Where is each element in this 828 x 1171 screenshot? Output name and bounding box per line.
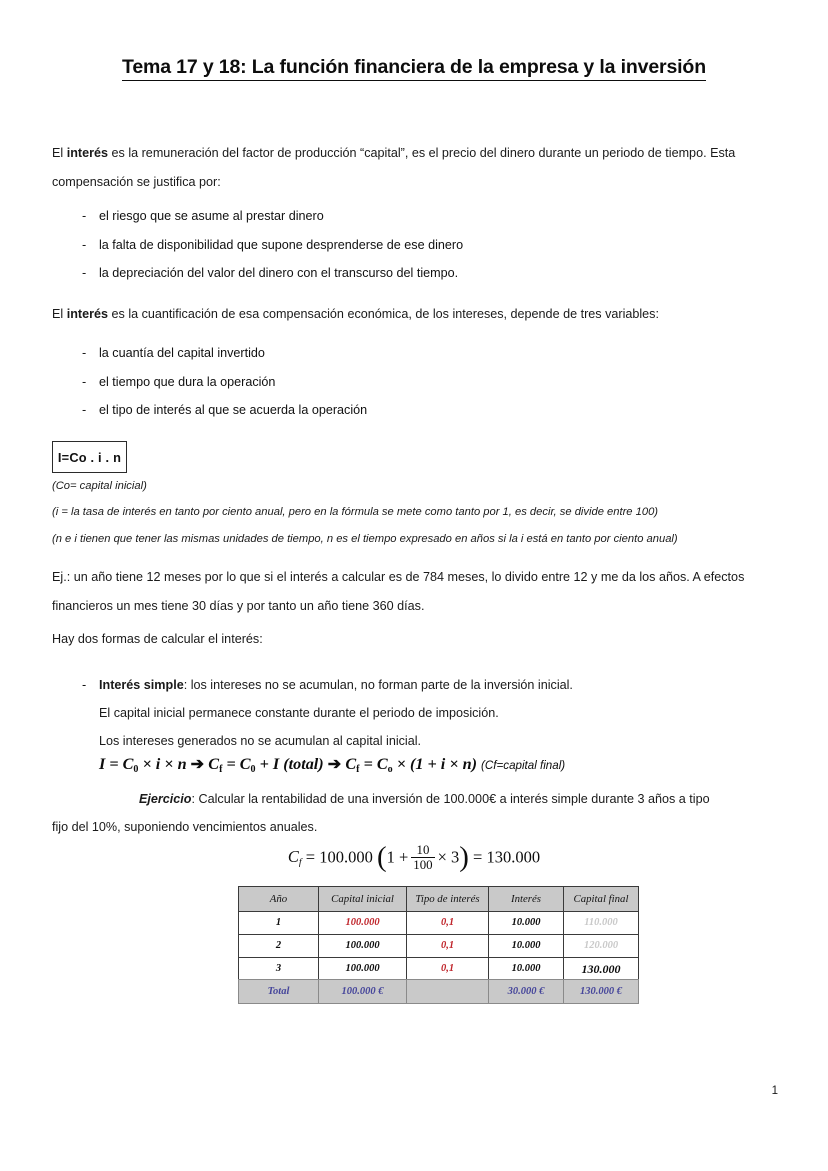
interest-table	[238, 886, 639, 981]
list-item	[52, 259, 764, 288]
column-header-tipo-interes: Tipo de interés	[407, 887, 489, 912]
formula-expression: $I = C_0 \times i \times n$	[99, 755, 187, 775]
intro-bullet-list	[52, 202, 764, 288]
column-header-interes: Interés	[489, 887, 564, 912]
cell-total-capital-final: 130.000 €	[564, 980, 639, 1004]
simple-interest-line2: El capital inicial permanece constante durante el periodo de imposición.	[99, 706, 499, 720]
formula-expression-2: $C_f = C_0 + I$ (total)	[208, 755, 324, 775]
list-item-label: la depreciación del valor del dinero con el transcurso del tiempo.	[99, 266, 459, 280]
arrow-right-icon: ➔	[327, 755, 342, 773]
cell-tipo-interes: 0,1	[407, 958, 489, 981]
intro-paragraph	[52, 139, 764, 196]
simple-interest-heading-rest: : los intereses no se acumulan, no forman parte de la inversión inicial.	[183, 678, 573, 692]
table-row	[239, 935, 639, 958]
list-item	[52, 368, 764, 397]
page-title-text: Tema 17 y 18: La función financiera de la empresa y la inversión	[122, 56, 706, 81]
intro-paragraph-bold: interés	[66, 146, 109, 160]
cell-capital-inicial: 100.000	[319, 958, 407, 981]
cell-interes: 10.000	[489, 958, 564, 981]
formula-times-n: × 3	[437, 847, 460, 867]
list-item	[52, 231, 764, 260]
table-row	[239, 912, 639, 935]
column-header-capital-final: Capital final	[564, 887, 639, 912]
cell-tipo-interes: 0,1	[407, 912, 489, 935]
cell-capital-inicial: 100.000	[319, 935, 407, 958]
interest-table-wrapper	[238, 886, 638, 981]
formula-result: = 130.000	[468, 847, 541, 867]
cell-interes: 10.000	[489, 935, 564, 958]
variables-bullet-list	[52, 339, 764, 425]
bullet-dash-icon: -	[82, 209, 87, 223]
formula-cf-symbol: $C_f$	[287, 847, 302, 869]
list-item-label: la cuantía del capital invertido	[99, 346, 265, 360]
simple-interest-heading	[99, 671, 779, 700]
simple-interest-formula	[99, 754, 565, 775]
arrow-right-icon: ➔	[190, 755, 205, 773]
example-note-paragraph: Ej.: un año tiene 12 meses por lo que si el interés a calcular es de 784 meses, lo divido entre 12 y me da los años. A efectos financieros un mes tiene 30 días y por tanto un año tiene 360 días.	[52, 570, 745, 613]
exercise-label: Ejercicio	[139, 792, 192, 806]
list-item	[52, 396, 764, 425]
fraction-numerator: 10	[416, 842, 430, 857]
list-item-label: el riesgo que se asume al prestar dinero	[99, 209, 324, 223]
table-total-row	[239, 980, 639, 1004]
bullet-dash-icon: -	[82, 266, 87, 280]
note-n: (n e i tienen que tener las mismas unidades de tiempo, n es el tiempo expresado en años si la i está en tanto por ciento anual)	[52, 533, 678, 545]
table-row	[239, 958, 639, 981]
simple-interest-line3: Los intereses generados no se acumulan al capital inicial.	[99, 734, 422, 748]
cell-capital-final: 120.000	[564, 935, 639, 958]
cell-total-label: Total	[239, 980, 319, 1004]
page-number: 1	[771, 1085, 778, 1097]
simple-interest-heading-bold: Interés simple	[99, 678, 184, 692]
list-item-label: el tipo de interés al que se acuerda la operación	[99, 403, 368, 417]
formula-tail-note: (Cf=capital final)	[481, 759, 566, 772]
page-title	[0, 56, 828, 79]
cell-capital-final: 130.000	[564, 958, 639, 981]
two-forms-paragraph: Hay dos formas de calcular el interés:	[52, 632, 263, 646]
bullet-dash-icon: -	[82, 346, 87, 360]
interest-table-total	[238, 979, 639, 1004]
exercise-paragraph	[99, 785, 779, 814]
cell-capital-inicial: 100.000	[319, 912, 407, 935]
bullet-dash-icon: -	[82, 403, 87, 417]
formula-expression-3: $C_f = C_o \times (1 + i \times n)$	[345, 755, 477, 775]
cell-year: 2	[239, 935, 319, 958]
cell-interes: 10.000	[489, 912, 564, 935]
note-co: (Co= capital inicial)	[52, 480, 147, 492]
list-item-label: el tiempo que dura la operación	[99, 374, 276, 389]
cell-total-capital-inicial: 100.000 €	[319, 980, 407, 1004]
cell-total-tipo-interes	[407, 980, 489, 1004]
bullet-dash-icon: -	[82, 678, 87, 692]
exercise-paragraph-line2: fijo del 10%, suponiendo vencimientos anuales.	[52, 820, 318, 834]
list-item	[52, 202, 764, 231]
variables-paragraph-part1: El	[52, 307, 67, 321]
note-i: (i = la tasa de interés en tanto por ciento anual, pero en la fórmula se mete como tanto por 1, es decir, se divide entre 100)	[52, 506, 659, 518]
fraction-denominator: 100	[413, 858, 433, 872]
cell-tipo-interes: 0,1	[407, 935, 489, 958]
intro-paragraph-part2: es la remuneración del factor de producción “capital”, es el precio del dinero durante un periodo de tiempo. Esta compensación se justifica por:	[52, 146, 736, 189]
cell-year: 1	[239, 912, 319, 935]
cell-year: 3	[239, 958, 319, 981]
paren-close: )	[459, 841, 469, 873]
formula-eq-capital: = 100.000	[301, 847, 377, 867]
formula-one-plus: 1 +	[386, 847, 409, 867]
exercise-formula	[0, 842, 828, 875]
table-header-row	[239, 887, 639, 912]
list-item	[52, 339, 764, 368]
bullet-dash-icon: -	[82, 374, 87, 389]
formula-box	[52, 441, 127, 473]
variables-paragraph-part2: es la cuantificación de esa compensación económica, de los intereses, depende de tres variables:	[108, 307, 659, 321]
variables-paragraph-bold: interés	[66, 307, 109, 321]
exercise-text: : Calcular la rentabilidad de una inversión de 100.000€ a interés simple durante 3 años a tipo	[191, 792, 710, 806]
intro-paragraph-part1: El	[52, 146, 67, 160]
variables-paragraph	[52, 300, 764, 329]
formula-fraction	[411, 843, 434, 873]
column-header-capital-inicial: Capital inicial	[319, 887, 407, 912]
column-header-year: Año	[239, 887, 319, 912]
cell-total-interes: 30.000 €	[489, 980, 564, 1004]
bullet-dash-icon: -	[82, 237, 87, 252]
list-item-label: la falta de disponibilidad que supone desprenderse de ese dinero	[99, 237, 464, 252]
formula-box-label: I=Co . i . n	[57, 449, 122, 465]
paren-open: (	[376, 841, 387, 873]
cell-capital-final: 110.000	[564, 912, 639, 935]
